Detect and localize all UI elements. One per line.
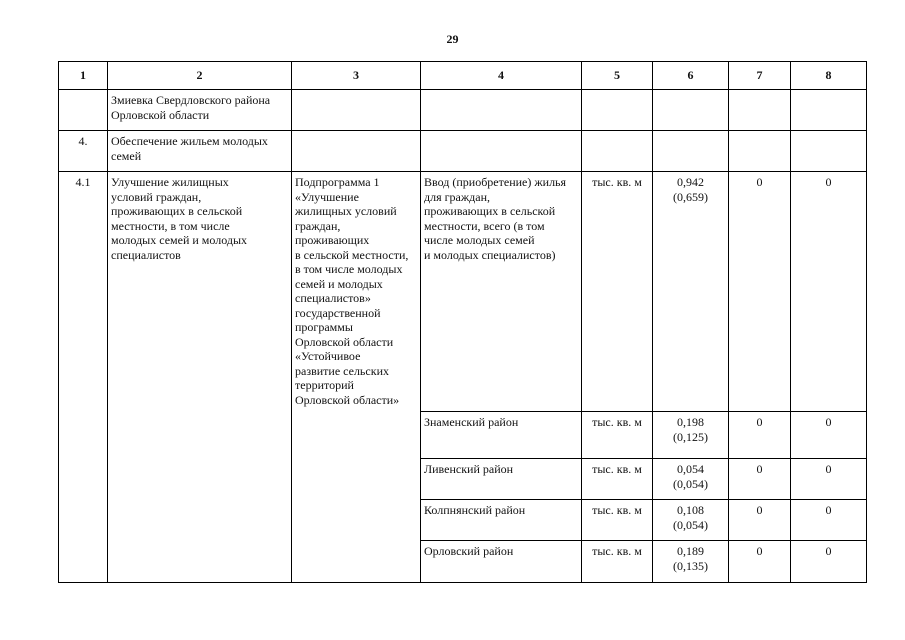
column-header: 1 [59, 62, 108, 90]
text-line: проживающих в сельской [111, 204, 243, 218]
value-cell: 0 [791, 412, 867, 459]
row-number-cell: 4. [59, 131, 108, 172]
row-name-cell [108, 131, 292, 172]
value-cell: 0 [791, 541, 867, 583]
text-line: и молодых специалистов) [424, 247, 556, 262]
indicator-name-cell [421, 541, 582, 583]
text-line: государственной [295, 305, 381, 320]
empty-cell [582, 90, 653, 131]
empty-cell [292, 131, 421, 172]
text-line: программы [295, 320, 353, 334]
value-cell: 0 [729, 459, 791, 500]
value-cell: 0 [729, 541, 791, 583]
empty-cell [729, 90, 791, 131]
column-header: 5 [582, 62, 653, 90]
value-main: 0,108 [677, 503, 704, 517]
text-line: развитие сельских [295, 363, 389, 378]
text-line: условий граждан, [111, 189, 202, 204]
text-line: жилищных условий [295, 204, 397, 218]
value-cell: 0 [791, 172, 867, 412]
value-cell: 0 [791, 500, 867, 541]
column-header: 7 [729, 62, 791, 90]
indicator-name-cell [421, 459, 582, 500]
text-line: проживающих [295, 233, 370, 247]
indicators-table [58, 61, 867, 583]
text-line: молодых семей и молодых [111, 233, 248, 247]
indicator-name-cell [421, 500, 582, 541]
text-line: семей [111, 148, 142, 163]
empty-cell [653, 131, 729, 172]
text-line: Орловской области [111, 107, 210, 122]
row-number-cell: 4.1 [59, 172, 108, 583]
column-header: 6 [653, 62, 729, 90]
empty-cell [791, 131, 867, 172]
value-cell [653, 412, 729, 459]
value-cell: 0 [791, 459, 867, 500]
value-cell: 0 [729, 172, 791, 412]
value-sub: (0,054) [673, 476, 708, 491]
text-line: местности, всего (в том [424, 218, 545, 233]
text-line: «Улучшение [295, 189, 359, 204]
program-cell [292, 172, 421, 583]
column-header: 2 [108, 62, 292, 90]
text-line: Обеспечение жильем молодых [111, 134, 268, 148]
text-line: Ввод (приобретение) жилья [424, 175, 567, 189]
empty-cell [421, 90, 582, 131]
unit-cell: тыс. кв. м [582, 172, 653, 412]
text-line: граждан, [295, 218, 341, 233]
value-sub: (0,125) [673, 429, 708, 444]
row-number-cell [59, 90, 108, 131]
table-row [59, 172, 867, 412]
table-row [59, 90, 867, 131]
table-row [59, 131, 867, 172]
value-cell [653, 541, 729, 583]
text-line: местности, в том числе [111, 218, 230, 233]
value-main: 0,198 [677, 415, 704, 429]
value-sub: (0,054) [673, 517, 708, 532]
text-line: в сельской местности, [295, 247, 409, 262]
empty-cell [729, 131, 791, 172]
text-line: Знаменский район [424, 415, 519, 429]
text-line: Подпрограмма 1 [295, 175, 380, 189]
value-main: 0,189 [677, 544, 704, 558]
empty-cell [653, 90, 729, 131]
text-line: Улучшение жилищных [111, 175, 229, 189]
indicator-name-cell [421, 172, 582, 412]
value-main: 0,054 [677, 462, 704, 476]
text-line: специалистов» [295, 291, 371, 305]
text-line: территорий [295, 378, 354, 392]
text-line: «Устойчивое [295, 349, 361, 363]
column-header: 4 [421, 62, 582, 90]
text-line: в том числе молодых [295, 262, 403, 276]
row-name-cell [108, 172, 292, 583]
unit-cell: тыс. кв. м [582, 459, 653, 500]
value-cell [653, 172, 729, 412]
text-line: числе молодых семей [424, 233, 535, 247]
text-line: специалистов [111, 247, 181, 262]
value-main: 0,942 [677, 175, 704, 189]
unit-cell: тыс. кв. м [582, 541, 653, 583]
value-sub: (0,135) [673, 558, 708, 573]
value-cell: 0 [729, 412, 791, 459]
column-header: 3 [292, 62, 421, 90]
empty-cell [582, 131, 653, 172]
value-sub: (0,659) [673, 189, 708, 204]
unit-cell: тыс. кв. м [582, 500, 653, 541]
unit-cell: тыс. кв. м [582, 412, 653, 459]
text-line: Орловской области» [295, 392, 400, 407]
text-line: проживающих в сельской [424, 204, 556, 218]
column-header: 8 [791, 62, 867, 90]
indicator-name-cell [421, 412, 582, 459]
empty-cell [421, 131, 582, 172]
value-cell [653, 459, 729, 500]
table-header-row [59, 62, 867, 90]
value-cell [653, 500, 729, 541]
text-line: Орловский район [424, 544, 514, 558]
text-line: Ливенский район [424, 462, 514, 476]
row-name-cell [108, 90, 292, 131]
value-cell: 0 [729, 500, 791, 541]
text-line: Орловской области [295, 334, 394, 349]
text-line: Змиевка Свердловского района [111, 93, 271, 107]
text-line: Колпнянский район [424, 503, 526, 517]
text-line: семей и молодых [295, 276, 383, 291]
text-line: для граждан, [424, 189, 491, 204]
page-number: 29 [446, 32, 459, 46]
empty-cell [791, 90, 867, 131]
empty-cell [292, 90, 421, 131]
